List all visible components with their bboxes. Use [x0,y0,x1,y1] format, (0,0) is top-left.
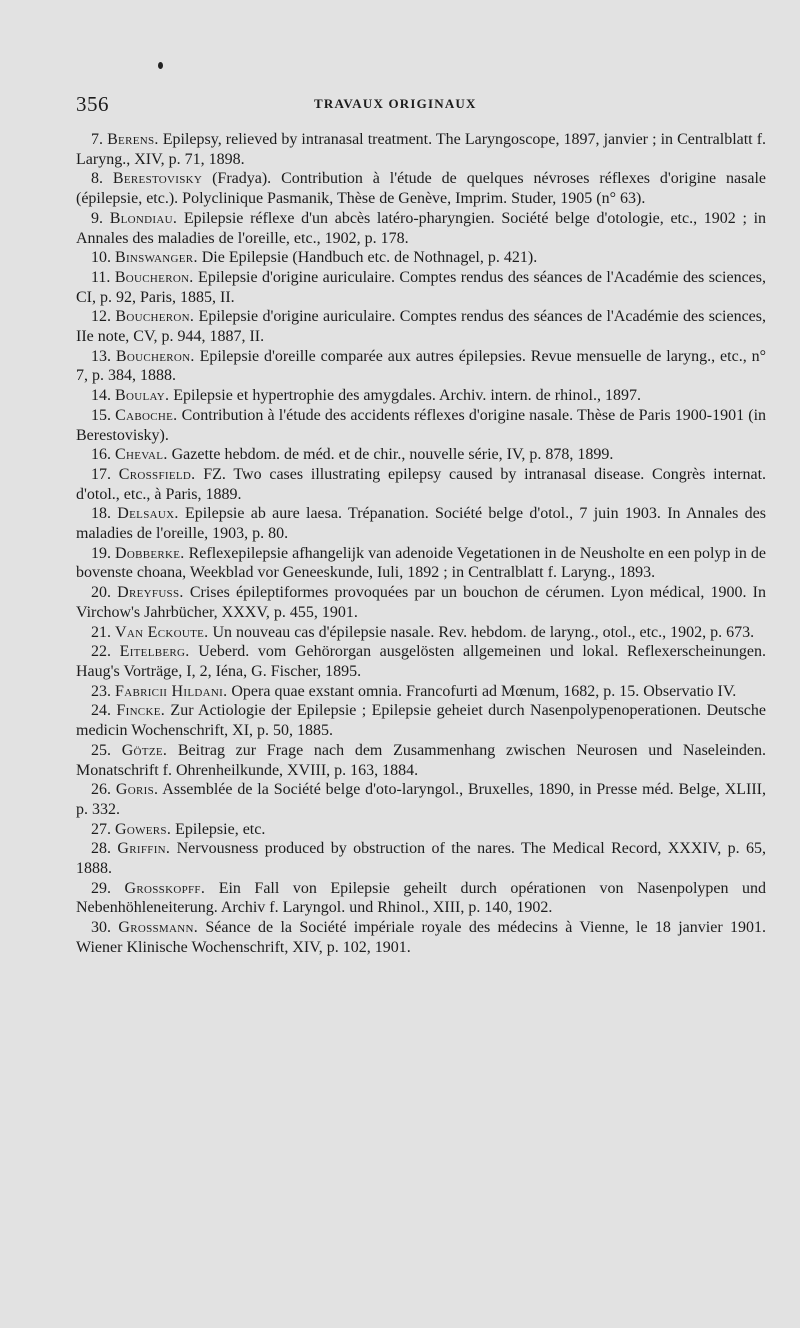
reference-text: Epilepsie, etc. [175,820,266,838]
reference-number: 14. [91,387,111,405]
reference-entry [76,879,766,918]
running-title: TRAVAUX ORIGINAUX [314,96,477,111]
reference-entry [76,642,766,681]
reference-author: Gowers. [115,820,172,838]
reference-entry [76,248,766,268]
reference-entry [76,386,766,406]
reference-list [76,130,766,958]
reference-entry [76,406,766,445]
reference-entry [76,169,766,208]
reference-entry [76,623,766,643]
reference-text: Ein Fall von Epilepsie geheilt durch opérationen von Nasenpolypen und Nebenhöhleneiterung. Archiv f. Laryngol. und Rhinol., XIII, p. 140, 1902. [76,879,767,917]
reference-author: Boucheron. [115,347,195,365]
reference-number: 7. [91,131,103,148]
reference-author: Grosskopff. [124,879,206,897]
reference-text: Crises épileptiformes provoquées par un bouchon de cérumen. Lyon médical, 1900. In Virchow's Jahrbücher, XXXV, p. 455, 1901. [76,584,767,621]
reference-text: Contribution à l'étude des accidents réflexes d'origine nasale. Thèse de Paris 1900-1901 (in Berestovisky). [76,406,767,444]
page-header [76,92,766,126]
reference-author: Goris. [115,781,159,799]
reference-entry [76,780,766,819]
reference-number: 28. [91,840,111,858]
reference-number: 9. [91,209,103,227]
reference-text: Séance de la Société impériale royale des médecins à Vienne, le 18 janvier 1901. Wiener Klinische Wochenschrift, XIV, p. 102, 1901. [76,919,767,956]
reference-entry [76,583,766,622]
reference-author: Boucheron. [115,308,195,326]
reference-number: 11. [91,268,111,286]
reference-text: Reflexepilepsie afhangelijk van adenoide Vegetationen in de Neusholte en een polyp in de bovenste choana, Weekblad vor Geneeskunde, Iuli, 1892 ; in Centralblatt f. Laryng., 1893. [76,544,767,582]
reference-author: Götze. [121,741,168,759]
reference-number: 20. [91,584,111,602]
reference-author: Binswanger. [115,249,198,267]
reference-number: 12. [91,308,111,326]
reference-author: Dreyfuss. [117,584,184,602]
reference-entry [76,544,766,583]
reference-author: Caboche. [115,406,178,424]
reference-text: Assemblée de la Société belge d'oto-laryngol., Bruxelles, 1890, in Presse méd. Belge, XLIII, p. 332. [76,781,767,818]
reference-entry [76,682,766,702]
reference-author: Crossfield. [118,465,196,483]
reference-number: 13. [91,347,111,365]
reference-author: Grossmann. [118,919,199,937]
reference-entry [76,918,766,957]
reference-author: Boucheron. [114,268,194,286]
reference-entry [76,820,766,840]
reference-text: Die Epilepsie (Handbuch etc. de Nothnagel, p. 421). [201,249,538,267]
reference-number: 23. [91,682,111,700]
reference-author: Van Eckoute. [115,623,209,641]
reference-entry [76,465,766,504]
reference-text: Beitrag zur Frage nach dem Zusammenhang zwischen Neurosen und Naseleinden. Monatschrift f. Ohrenheilkunde, XVIII, p. 163, 1884. [76,741,766,779]
reference-entry [76,268,766,307]
reference-entry [76,504,766,543]
reference-text: FZ. Two cases illustrating epilepsy caused by intranasal disease. Congrès internat. d'otol., etc., à Paris, 1889. [76,465,767,503]
reference-number: 8. [91,170,103,188]
reference-text: Epilepsie d'oreille comparée aux autres épilepsies. Revue mensuelle de laryng., etc., n° 7, p. 384, 1888. [76,347,766,385]
ink-speck [158,62,163,69]
reference-number: 19. [91,544,111,562]
reference-author: Fincke. [116,702,166,720]
reference-author: Berens. [107,131,159,148]
reference-author: Eitelberg. [119,643,190,661]
reference-number: 30. [91,919,111,937]
reference-entry [76,307,766,346]
reference-number: 16. [91,446,111,464]
reference-number: 25. [91,741,111,759]
reference-text: Epilepsy, relieved by intranasal treatment. The Laryngoscope, 1897, janvier ; in Centralblatt f. Laryng., XIV, p. 71, 1898. [76,131,767,168]
page-number: 356 [76,92,109,116]
reference-number: 22. [91,643,111,661]
reference-entry [76,741,766,780]
reference-text: Gazette hebdom. de méd. et de chir., nouvelle série, IV, p. 878, 1899. [171,446,614,464]
reference-text: (Fradya). Contribution à l'étude de quelques névroses réflexes d'origine nasale (épilepsie, etc.). Polyclinique Pasmanik, Thèse de Genève, Imprim. Studer, 1905 (n° 63). [76,170,767,208]
reference-author: Berestovisky [112,170,203,188]
reference-entry [76,347,766,386]
reference-text: Epilepsie et hypertrophie des amygdales. Archiv. intern. de rhinol., 1897. [173,387,641,405]
reference-author: Griffin. [117,840,171,858]
reference-author: Delsaux. [117,505,179,523]
reference-number: 29. [91,879,111,897]
reference-number: 15. [91,406,111,424]
reference-text: Opera quae exstant omnia. Francofurti ad Mœnum, 1682, p. 15. Observatio IV. [231,682,737,700]
reference-author: Fabricii Hildani. [115,682,228,700]
reference-entry [76,701,766,740]
reference-number: 21. [91,623,111,641]
reference-author: Cheval. [115,446,168,464]
reference-text: Epilepsie réflexe d'un abcès latéro-pharyngien. Société belge d'otologie, etc., 1902 ; in Annales des maladies de l'oreille, etc., 1902, p. 178. [76,209,767,247]
reference-number: 27. [91,820,111,838]
reference-entry [76,839,766,878]
reference-author: Boulay. [115,387,170,405]
reference-number: 26. [91,781,111,799]
reference-author: Blondiau. [109,209,178,227]
reference-number: 24. [91,702,111,720]
reference-text: Epilepsie d'origine auriculaire. Comptes rendus des séances de l'Académie des sciences, CI, p. 92, Paris, 1885, II. [76,268,767,306]
reference-number: 10. [91,249,111,267]
reference-text: Nervousness produced by obstruction of the nares. The Medical Record, XXXIV, p. 65, 1888. [76,840,767,878]
reference-number: 17. [91,465,111,483]
reference-entry [76,130,766,169]
reference-entry [76,209,766,248]
reference-text: Un nouveau cas d'épilepsie nasale. Rev. hebdom. de laryng., otol., etc., 1902, p. 673. [212,623,755,641]
reference-entry [76,445,766,465]
reference-text: Zur Actiologie der Epilepsie ; Epilepsie geheiet durch Nasenpolypenoperationen. Deutsche medicin Wochenschrift, XI, p. 50, 1885. [76,702,766,740]
reference-text: Ueberd. vom Gehörorgan ausgelösten allgemeinen und lokal. Reflexerscheinungen. Haug's Vorträge, I, 2, Iéna, G. Fischer, 1895. [76,643,767,680]
reference-text: Epilepsie d'origine auriculaire. Comptes rendus des séances de l'Académie des sciences, IIe note, CV, p. 944, 1887, II. [76,308,767,346]
reference-author: Dobberke. [115,544,185,562]
reference-number: 18. [91,505,111,523]
reference-text: Epilepsie ab aure laesa. Trépanation. Société belge d'otol., 7 juin 1903. In Annales des maladies de l'oreille, 1903, p. 80. [76,505,766,543]
